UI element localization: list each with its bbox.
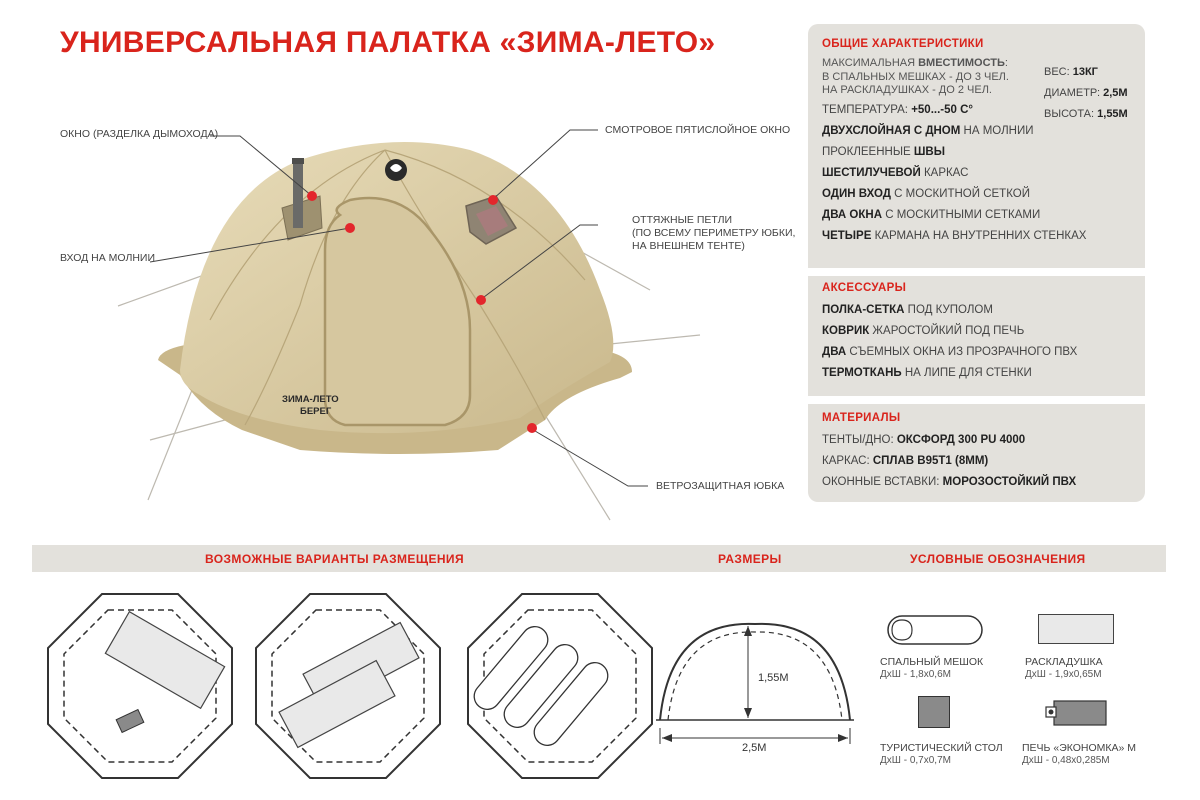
cot-icon	[1038, 614, 1114, 644]
placement-two-cots	[256, 594, 440, 778]
spec-panel	[808, 24, 1145, 502]
feature-row: ДВА ОКНА С МОСКИТНЫМИ СЕТКАМИ	[822, 209, 1041, 221]
legend-heading: УСЛОВНЫЕ ОБОЗНАЧЕНИЯ	[910, 552, 1086, 566]
sizes-heading: РАЗМЕРЫ	[718, 552, 782, 566]
callout-zip-entrance: ВХОД НА МОЛНИИ	[60, 252, 156, 264]
callout-viewing-window: СМОТРОВОЕ ПЯТИСЛОЙНОЕ ОКНО	[605, 124, 791, 136]
section-divider	[808, 396, 1145, 404]
feature-row: ОДИН ВХОД С МОСКИТНОЙ СЕТКОЙ	[822, 188, 1030, 200]
accessories-heading: АКСЕССУАРЫ	[822, 282, 907, 294]
width-dimension: 2,5М	[742, 742, 767, 754]
tent-label-line1: ЗИМА-ЛЕТО	[282, 394, 339, 405]
legend-sleeping-bag-size: ДхШ - 1,8х0,6М	[880, 669, 951, 680]
callout-wind-skirt: ВЕТРОЗАЩИТНАЯ ЮБКА	[656, 480, 785, 492]
tent-label-line2: БЕРЕГ	[300, 406, 332, 417]
legend-cot-size: ДхШ - 1,9х0,65М	[1025, 669, 1102, 680]
callout-guy-loops	[632, 214, 795, 253]
accessory-row: КОВРИК ЖАРОСТОЙКИЙ ПОД ПЕЧЬ	[822, 325, 1025, 337]
table-icon	[918, 696, 950, 728]
feature-row: ЧЕТЫРЕ КАРМАНА НА ВНУТРЕННИХ СТЕНКАХ	[822, 230, 1087, 242]
temperature-line: ТЕМПЕРАТУРА: +50...-50 С°	[822, 104, 973, 116]
stove-icon	[1044, 698, 1108, 728]
accessory-row: ПОЛКА-СЕТКА ПОД КУПОЛОМ	[822, 304, 993, 316]
placement-cots-stove	[48, 594, 232, 778]
guy-loops-line1: ОТТЯЖНЫЕ ПЕТЛИ	[632, 214, 733, 226]
diameter-spec: ДИАМЕТР: 2,5М	[1044, 87, 1128, 99]
capacity-cots: НА РАСКЛАДУШКАХ - ДО 2 ЧЕЛ.	[822, 84, 992, 96]
legend-table-name: ТУРИСТИЧЕСКИЙ СТОЛ	[880, 742, 1003, 754]
legend-stove-name: ПЕЧЬ «ЭКОНОМКА» М	[1022, 742, 1137, 754]
section-divider	[808, 268, 1145, 276]
sleeping-bag-icon	[886, 612, 986, 648]
height-dimension: 1,55М	[758, 672, 789, 684]
weight-spec: ВЕС: 13КГ	[1044, 66, 1098, 78]
guy-loops-line2: (ПО ВСЕМУ ПЕРИМЕТРУ ЮБКИ,	[632, 227, 796, 239]
accessory-row: ДВА СЪЕМНЫХ ОКНА ИЗ ПРОЗРАЧНОГО ПВХ	[822, 346, 1078, 358]
specs-column	[1044, 62, 1128, 125]
height-spec: ВЫСОТА: 1,55М	[1044, 108, 1128, 120]
callout-window-chimney: ОКНО (РАЗДЕЛКА ДЫМОХОДА)	[60, 128, 219, 140]
placement-heading: ВОЗМОЖНЫЕ ВАРИАНТЫ РАЗМЕЩЕНИЯ	[205, 552, 464, 566]
materials-section	[808, 412, 1145, 493]
materials-heading: МАТЕРИАЛЫ	[822, 412, 901, 424]
tent-illustration	[0, 0, 800, 540]
feature-row: ШЕСТИЛУЧЕВОЙ КАРКАС	[822, 167, 969, 179]
placement-three-bags	[468, 594, 652, 778]
legend-table-size: ДхШ - 0,7х0,7М	[880, 755, 951, 766]
feature-row: ДВУХСЛОЙНАЯ С ДНОМ НА МОЛНИИ	[822, 125, 1034, 137]
guy-loops-line3: НА ВНЕШНЕМ ТЕНТЕ)	[632, 240, 745, 252]
material-row: КАРКАС: СПЛАВ В95Т1 (8ММ)	[822, 455, 989, 467]
legend-cot-name: РАСКЛАДУШКА	[1025, 656, 1103, 668]
feature-row: ПРОКЛЕЕННЫЕ ШВЫ	[822, 146, 945, 158]
general-heading: ОБЩИЕ ХАРАКТЕРИСТИКИ	[822, 38, 984, 50]
material-row: ТЕНТЫ/ДНО: ОКСФОРД 300 PU 4000	[822, 434, 1026, 446]
placement-diagrams	[0, 580, 660, 800]
capacity-bags: В СПАЛЬНЫХ МЕШКАХ - ДО 3 ЧЕЛ.	[822, 71, 1009, 83]
accessories-section	[808, 282, 1145, 384]
capacity-line: МАКСИМАЛЬНАЯ ВМЕСТИМОСТЬ:	[822, 57, 1008, 69]
legend-sleeping-bag-name: СПАЛЬНЫЙ МЕШОК	[880, 656, 984, 668]
accessory-row: ТЕРМОТКАНЬ НА ЛИПЕ ДЛЯ СТЕНКИ	[822, 367, 1032, 379]
page-title: УНИВЕРСАЛЬНАЯ ПАЛАТКА «ЗИМА-ЛЕТО»	[60, 26, 716, 59]
legend-stove-size: ДхШ - 0,48х0,285М	[1022, 755, 1110, 766]
material-row: ОКОННЫЕ ВСТАВКИ: МОРОЗОСТОЙКИЙ ПВХ	[822, 476, 1077, 488]
